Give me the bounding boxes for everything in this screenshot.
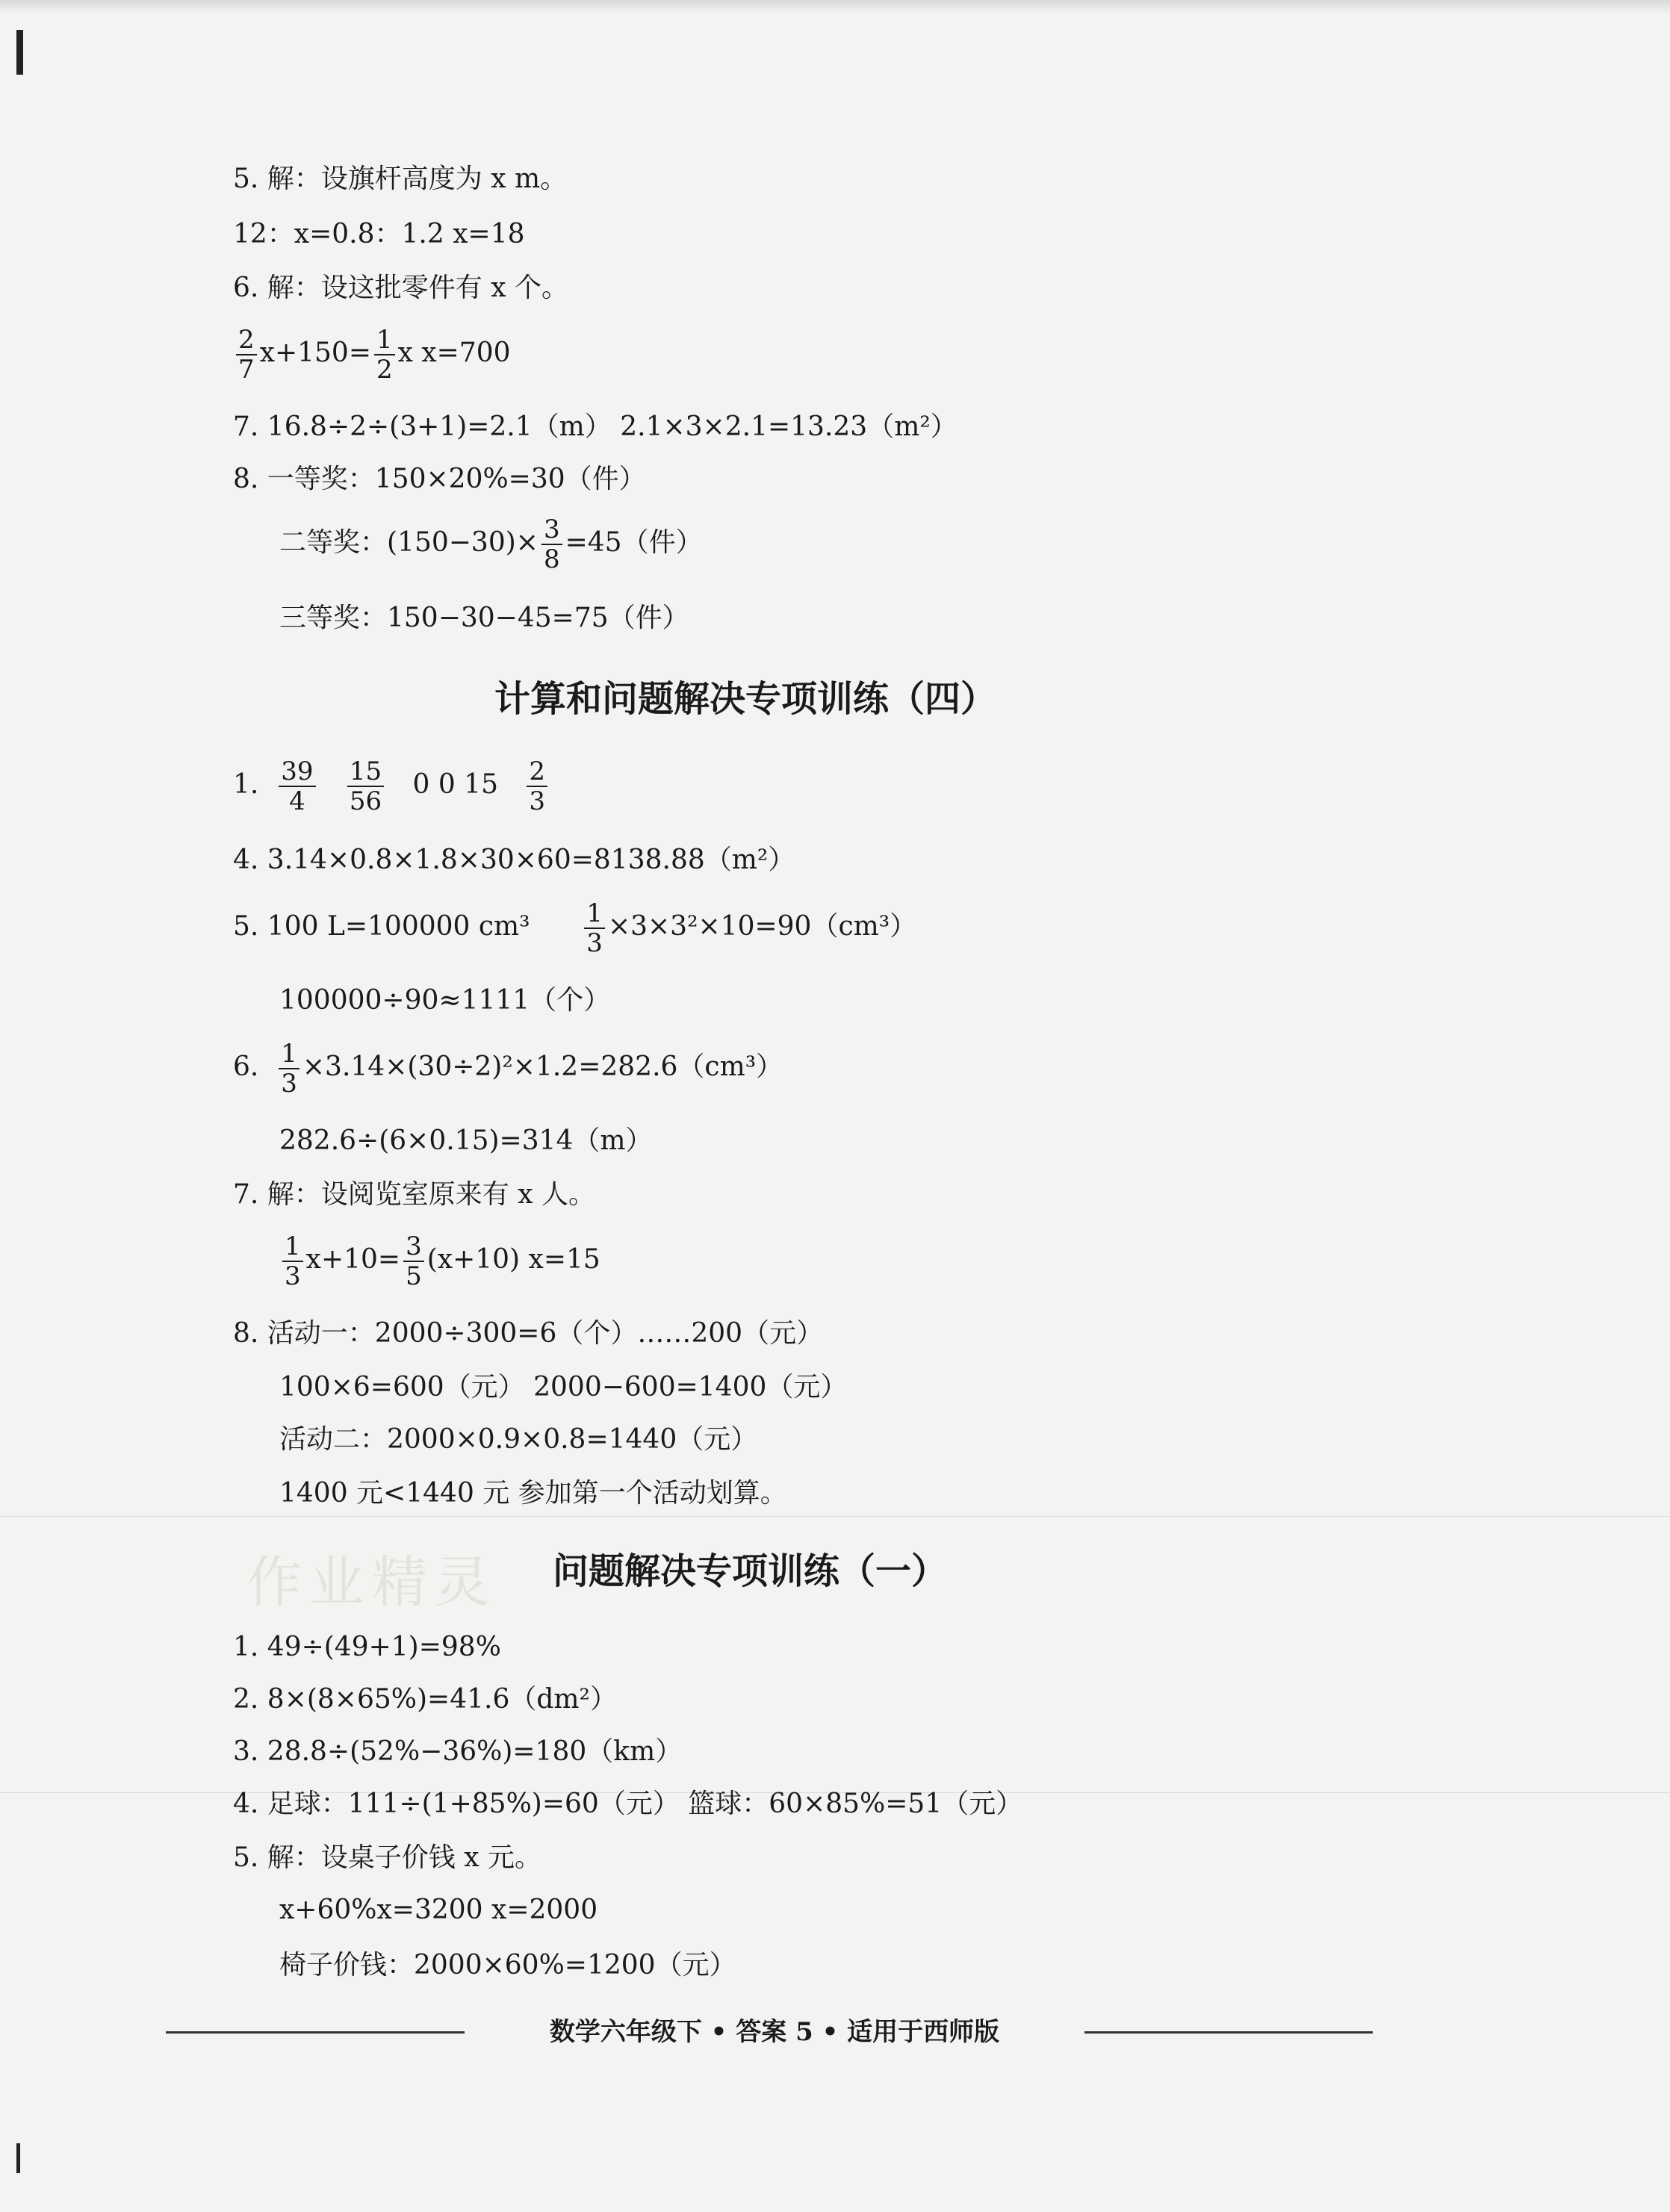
- s3-q2: 2. 8×(8×65%)=41.6（dm²）: [233, 1684, 617, 1715]
- s3-q4: 4. 足球：111÷(1+85%)=60（元） 篮球：60×85%=51（元）: [233, 1789, 1023, 1819]
- q8-second-prize: 二等奖：(150−30)× $\frac{3}{8}$ =45（件）: [279, 515, 703, 574]
- q6-equation: $\frac{2}{7}$ x+150= $\frac{1}{2}$ x x=700: [233, 326, 511, 384]
- scan-shadow: [0, 0, 1670, 13]
- s2-q8-a: 8. 活动一：2000÷300=6（个）……200（元）: [233, 1318, 824, 1349]
- fraction: $\frac{3}{8}$: [541, 515, 562, 574]
- s2-q1: 1. $\frac{39}{4}$ $\frac{15}{56}$ 0 0 15 $\frac{2}{3}$: [233, 757, 550, 815]
- binding-edge-top: [16, 30, 23, 75]
- q7-answer: 7. 16.8÷2÷(3+1)=2.1（m） 2.1×3×2.1=13.23（m²）: [233, 411, 957, 442]
- s3-q5-intro: 5. 解：设桌子价钱 x 元。: [233, 1842, 541, 1873]
- fraction: $\frac{3}{5}$: [403, 1232, 424, 1290]
- s3-q1: 1. 49÷(49+1)=98%: [233, 1632, 501, 1662]
- s2-q7-intro: 7. 解：设阅览室原来有 x 人。: [233, 1179, 595, 1210]
- s2-q4: 4. 3.14×0.8×1.8×30×60=8138.88（m²）: [233, 845, 795, 875]
- q6-intro: 6. 解：设这批零件有 x 个。: [233, 273, 568, 303]
- q5-intro: 5. 解：设旗杆高度为 x m。: [233, 164, 568, 194]
- fraction: $\frac{1}{3}$: [282, 1232, 303, 1290]
- s3-q5-answer: 椅子价钱：2000×60%=1200（元）: [279, 1950, 736, 1980]
- footer-rule: [166, 2031, 465, 2034]
- fraction: $\frac{1}{2}$: [374, 326, 395, 384]
- s3-q5-equation: x+60%x=3200 x=2000: [279, 1895, 598, 1925]
- section-title: 计算和问题解决专项训练（四）: [494, 678, 997, 720]
- s2-q5: 5. 100 L=100000 cm³ $\frac{1}{3}$ ×3×3²×10=90（cm³）: [233, 898, 917, 958]
- fraction: $\frac{39}{4}$: [279, 757, 315, 815]
- s2-q5-b: 100000÷90≈1111（个）: [279, 985, 611, 1016]
- fold-line: [0, 1516, 1670, 1517]
- watermark: 作业精灵: [246, 1550, 497, 1615]
- fraction: $\frac{2}{7}$: [236, 326, 257, 384]
- footer-text: 数学六年级下 • 答案 5 • 适用于西师版: [549, 2017, 1000, 2047]
- footer-rule: [1084, 2031, 1373, 2034]
- page-footer: [166, 2013, 1373, 2051]
- s2-q8-d: 1400 元<1440 元 参加第一个活动划算。: [279, 1478, 787, 1509]
- q8-first-prize: 8. 一等奖：150×20%=30（件）: [233, 464, 646, 494]
- s3-q3: 3. 28.8÷(52%−36%)=180（km）: [233, 1736, 683, 1767]
- q5-equation: 12：x=0.8：1.2 x=18: [233, 219, 525, 249]
- s2-q6: 6. $\frac{1}{3}$ ×3.14×(30÷2)²×1.2=282.6（cm³）: [233, 1039, 783, 1099]
- fraction: $\frac{2}{3}$: [527, 757, 547, 815]
- fraction: $\frac{15}{56}$: [347, 757, 384, 815]
- section-title: 问题解决专项训练（一）: [553, 1550, 948, 1592]
- fraction: $\frac{1}{3}$: [584, 899, 605, 957]
- s2-q6-b: 282.6÷(6×0.15)=314（m）: [279, 1125, 653, 1156]
- fraction: $\frac{1}{3}$: [279, 1040, 299, 1098]
- q8-third-prize: 三等奖：150−30−45=75（件）: [279, 603, 689, 633]
- s2-q8-b: 100×6=600（元） 2000−600=1400（元）: [279, 1372, 848, 1402]
- s2-q8-c: 活动二：2000×0.9×0.8=1440（元）: [279, 1424, 758, 1455]
- s2-q7-equation: $\frac{1}{3}$ x+10= $\frac{3}{5}$ (x+10) x=15: [279, 1232, 600, 1290]
- binding-edge-bottom: [16, 2143, 20, 2173]
